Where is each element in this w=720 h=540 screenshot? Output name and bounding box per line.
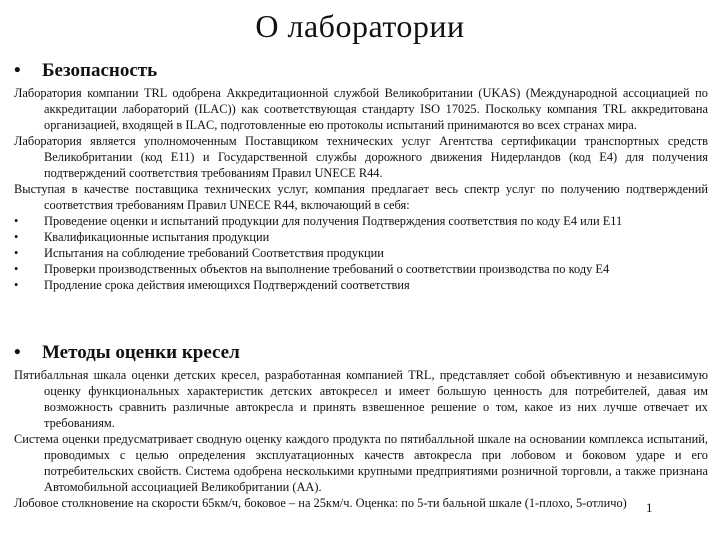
paragraph: Лаборатория компании TRL одобрена Аккредитационной службой Великобритании (UKAS) (Международной ассоциацией по аккредитации лабораторий (ILAC)) как соответствующая стандарту ISO 17025. Поскольку компания TRL аккредитована организацией, входящей в ILAC, подготовленные ею протоколы испытаний принимаются во всех странах мира. — [14, 86, 708, 132]
section-heading-text: Безопасность — [42, 60, 158, 81]
paragraph: Лаборатория является уполномоченным Поставщиком технических услуг Агентства сертификации транспортных средств Великобритании (код E11) и Государственной службы дорожного движения Нидерландов (код E4) для получения подтверждений соответствия требованиям Правил UNECE R44. — [14, 134, 708, 180]
bullet-icon: • — [14, 60, 21, 81]
paragraph: Выступая в качестве поставщика технических услуг, компания предлагает весь спектр услуг по получению подтверждений соответствия требованиям Правил UNECE R44, включающий в себя: — [14, 182, 708, 212]
page-number: 1 — [646, 500, 653, 515]
bullet-icon: • — [14, 262, 19, 276]
paragraph: Система оценки предусматривает сводную оценку каждого продукта по пятибалльной шкале на основании комплекса испытаний, проводимых с целью определения эксплуатационных качеств автокресла при лобовом и боковом ударе и его потребительских свойств. Система одобрена несколькими крупными предприятиями розничной торговли, а также признана Автомобильной ассоциацией Великобритании (AA). — [14, 432, 708, 494]
bullet-icon: • — [14, 214, 19, 228]
section-heading-text: Методы оценки кресел — [42, 342, 240, 363]
list-item: • Квалификационные испытания продукции — [14, 230, 270, 244]
list-item: • Проведение оценки и испытаний продукции для получения Подтверждения соответствия по коду E4 или E11 — [14, 214, 623, 228]
paragraph: Пятибалльная шкала оценки детских кресел, разработанная компанией TRL, представляет собой объективную и независимую оценку функциональных характеристик детских автокресел и имеет большую ценность для потребителей, давая им возможность сравнить различные автокресла и принять взвешенное решение о том, какое из них лучше отвечает их требованиям. — [14, 368, 708, 430]
bullet-icon: • — [14, 342, 21, 363]
section-body-methods — [14, 367, 708, 511]
paragraph: Лобовое столкновение на скорости 65км/ч, боковое – на 25км/ч. Оценка: по 5-ти бальной шкале (1-плохо, 5-отличо) — [14, 496, 627, 510]
list-item: • Продление срока действия имеющихся Подтверждений соответствия — [14, 278, 410, 292]
section-body-safety — [14, 85, 708, 293]
list-item: • Проверки производственных объектов на выполнение требований о соответствии производства по коду E4 — [14, 262, 610, 276]
bullet-icon: • — [14, 230, 19, 244]
section-heading-safety — [14, 60, 157, 82]
services-list — [14, 213, 708, 293]
bullet-icon: • — [14, 278, 19, 292]
page-title: О лаборатории — [255, 8, 465, 44]
list-item: • Испытания на соблюдение требований Соответствия продукции — [14, 246, 384, 260]
section-heading-methods — [14, 342, 240, 364]
bullet-icon: • — [14, 246, 19, 260]
